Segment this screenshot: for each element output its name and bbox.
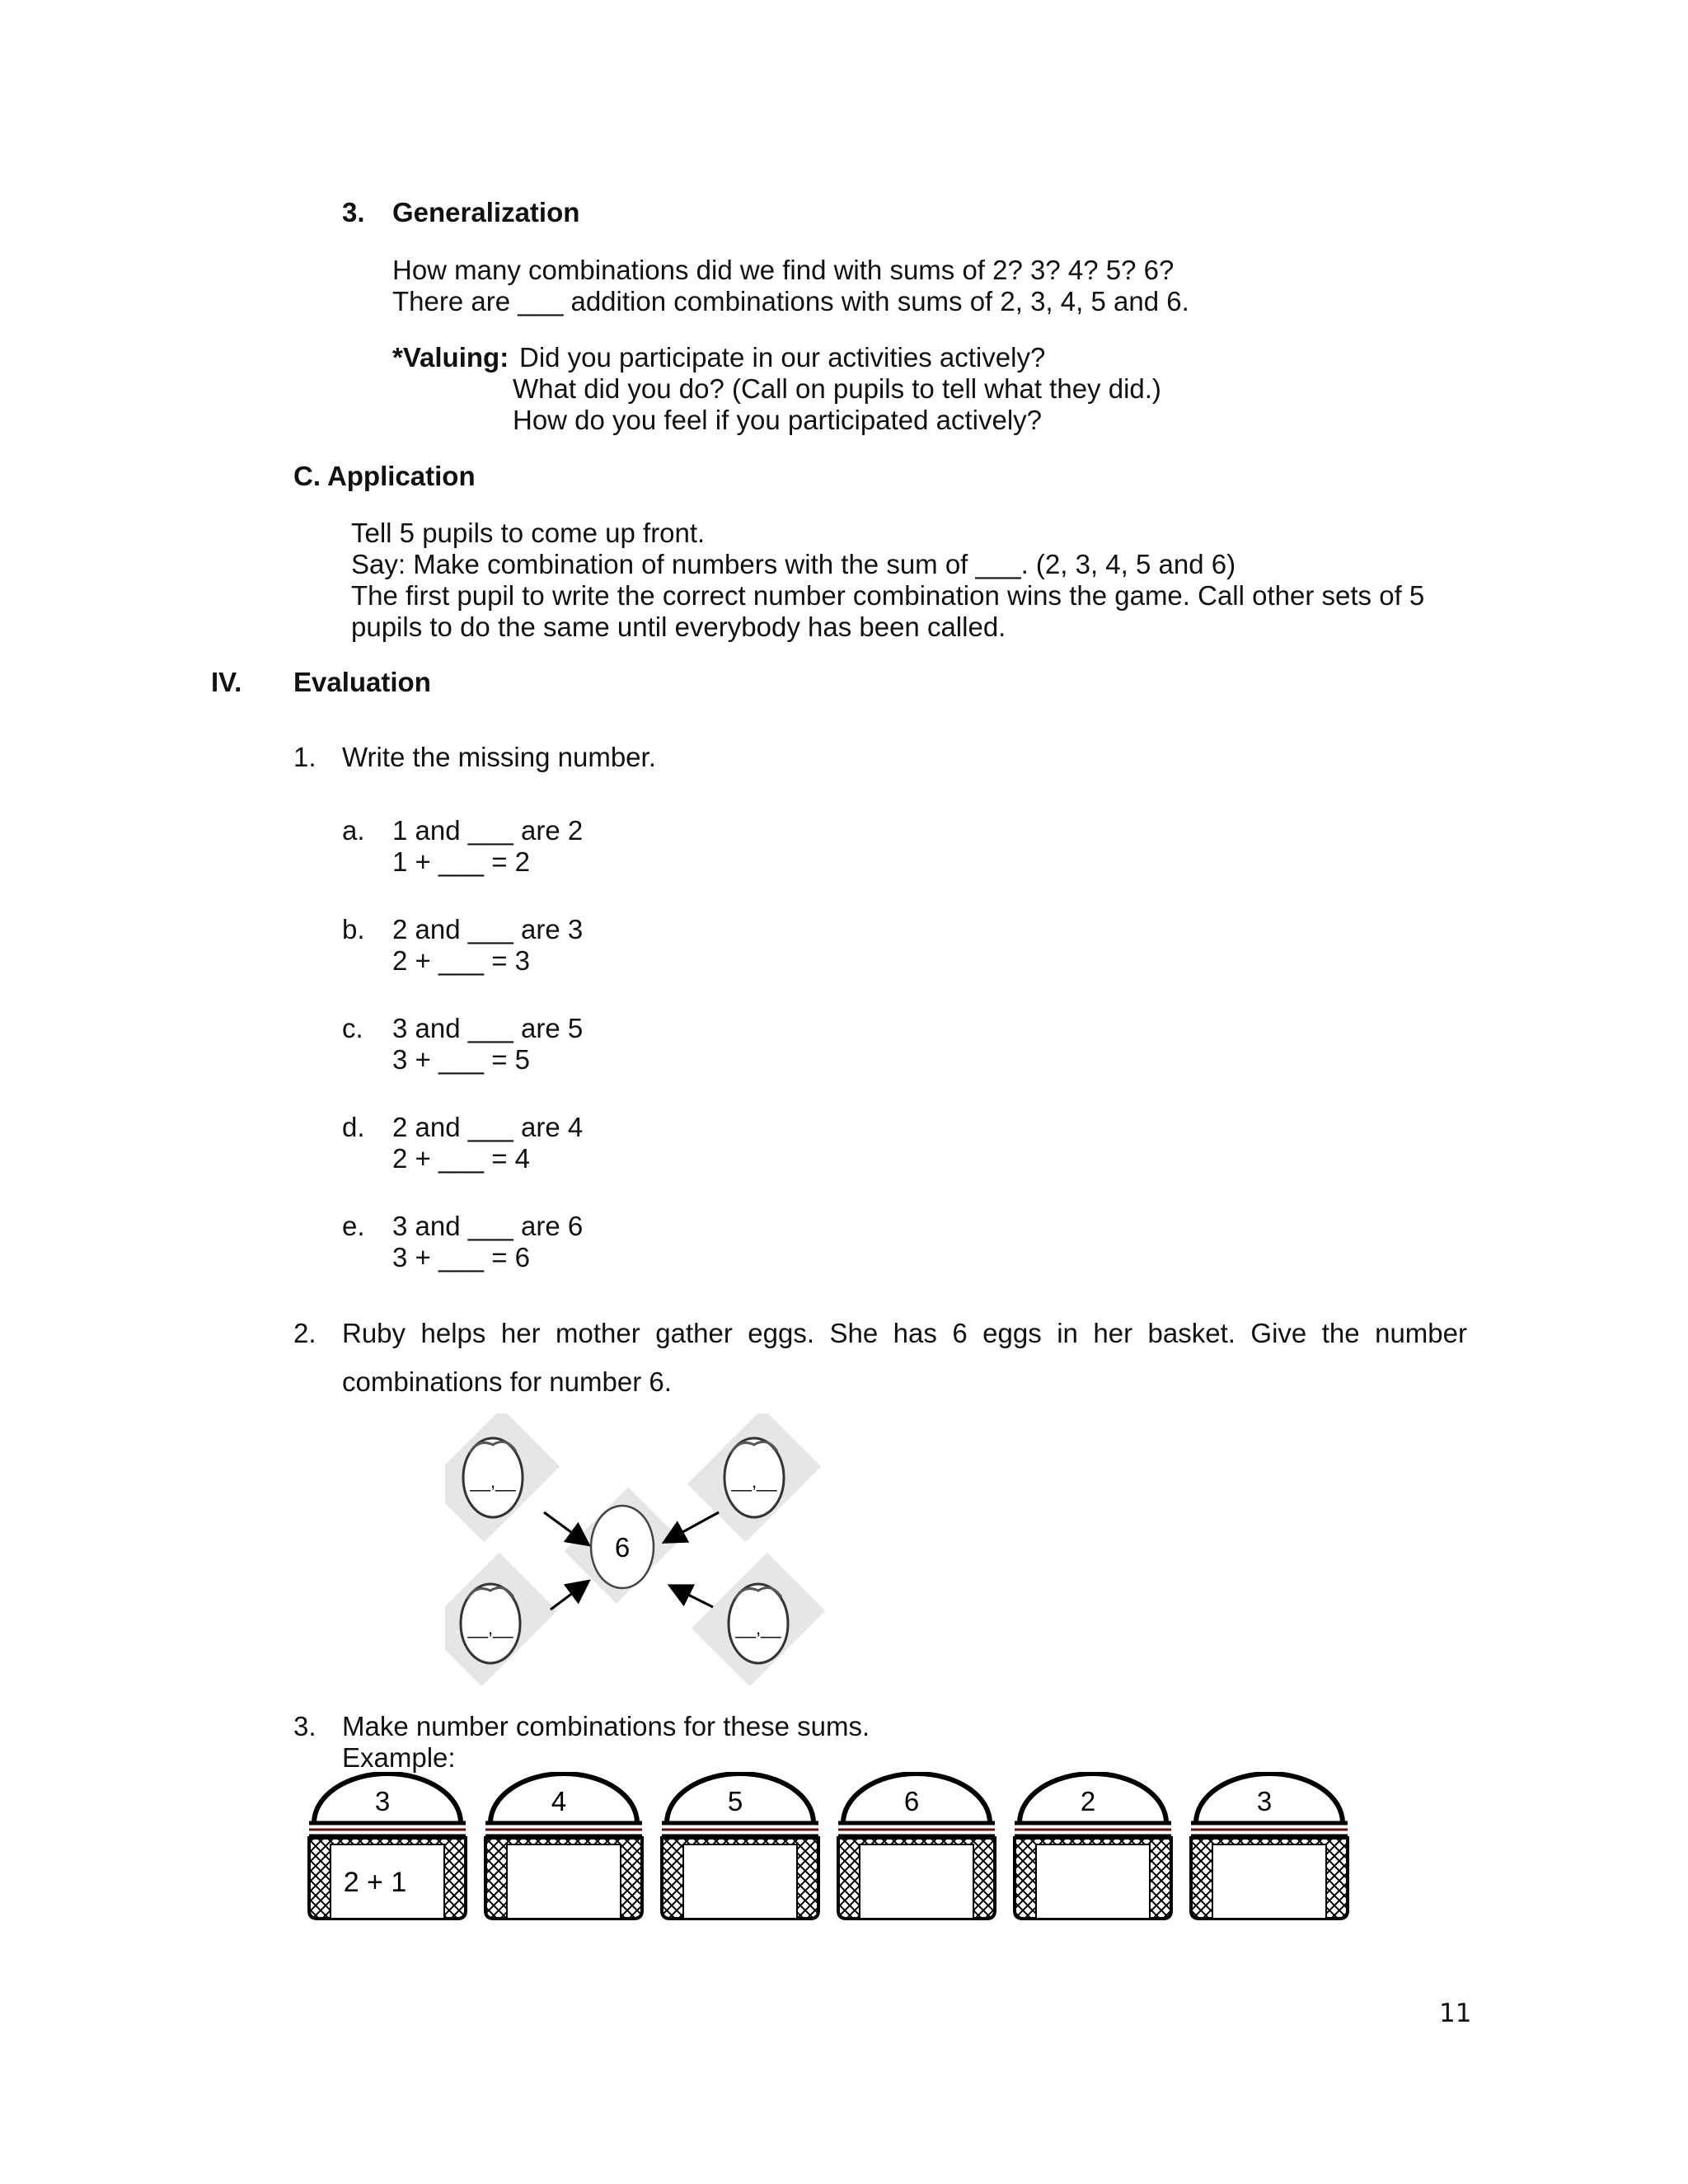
example-label: Example: [342,1742,456,1773]
basket-answer: 2 + 1 [343,1867,407,1898]
basket-sum: 6 [903,1786,920,1816]
basket-sum: 2 [1080,1786,1096,1816]
basket-sum: 5 [727,1786,743,1816]
generalization-number: 3. [342,197,365,227]
generalization-heading: Generalization [392,197,580,227]
application-line-1: Tell 5 pupils to come up front. [351,518,706,548]
item-sentence: 2 and ___ are 3 [392,914,584,944]
basket-row [301,1772,1381,1929]
item-equation: 3 + ___ = 5 [392,1044,530,1075]
application-heading: C. Application [293,461,476,491]
egg-blank: __,__ [731,1471,777,1492]
basket-sum: 3 [1256,1786,1273,1816]
basket-icon [1015,1774,1171,1919]
egg-blank: __,__ [735,1618,781,1638]
basket-icon [1191,1774,1348,1919]
egg-icon [692,1553,826,1685]
item-letter: b. [342,914,365,944]
item-equation: 1 + ___ = 2 [392,846,530,877]
answer-box [507,1844,621,1919]
application-line-3: The first pupil to write the correct number combination wins the game. Call other sets of 5 [351,580,1425,611]
item-letter: d. [342,1112,365,1142]
valuing-question-3: How do you feel if you participated actively? [513,405,1043,435]
item-equation: 2 + ___ = 3 [392,945,530,976]
basket-sum: 3 [374,1786,391,1816]
arrow-icon [544,1512,587,1544]
center-egg-number: 6 [614,1532,631,1563]
egg-icon [445,1413,560,1542]
question-1-text: Write the missing number. [342,742,656,772]
valuing-label: *Valuing: [392,342,509,373]
item-sentence: 2 and ___ are 4 [392,1112,584,1142]
answer-box [860,1844,973,1919]
arrow-icon [666,1512,719,1541]
question-2-number: 2. [293,1318,316,1348]
question-2-line-1: Ruby helps her mother gather eggs. She has 6 eggs in her basket. Give the number [342,1318,1467,1348]
page-number: 11 [1439,1999,1472,2028]
generalization-line-2: There are ___ addition combinations with sums of 2, 3, 4, 5 and 6. [392,286,1189,316]
basket-icon [309,1774,466,1919]
item-equation: 2 + ___ = 4 [392,1143,530,1174]
item-sentence: 1 and ___ are 2 [392,815,584,846]
question-1-number: 1. [293,742,316,772]
egg-icon [687,1413,822,1542]
item-letter: a. [342,815,365,846]
valuing-question-1: Did you participate in our activities actively? [519,342,1046,373]
basket-icon [838,1774,995,1919]
arrow-icon [672,1586,713,1607]
valuing-question-2: What did you do? (Call on pupils to tell what they did.) [513,373,1161,404]
answer-box [683,1844,797,1919]
item-letter: e. [342,1211,365,1241]
basket-icon [485,1774,642,1919]
application-line-4: pupils to do the same until everybody has been called. [351,612,1006,642]
basket-sum: 4 [551,1786,567,1816]
application-line-2: Say: Make combination of numbers with the sum of ___. (2, 3, 4, 5 and 6) [351,549,1236,579]
evaluation-numeral: IV. [211,667,242,697]
basket-icon [662,1774,818,1919]
question-3-text: Make number combinations for these sums. [342,1711,870,1741]
evaluation-heading: Evaluation [293,667,431,697]
item-sentence: 3 and ___ are 6 [392,1211,584,1241]
item-letter: c. [342,1013,363,1043]
answer-box [1212,1844,1326,1919]
question-2-line-2: combinations for number 6. [342,1366,672,1397]
answer-box [1036,1844,1150,1919]
egg-blank: __,__ [470,1471,516,1492]
arrow-icon [551,1582,587,1610]
egg-icon [445,1553,557,1685]
generalization-line-1: How many combinations did we find with sums of 2? 3? 4? 5? 6? [392,255,1175,285]
egg-combination-diagram [445,1413,841,1685]
item-sentence: 3 and ___ are 5 [392,1013,584,1043]
egg-blank: __,__ [467,1618,513,1638]
question-3-number: 3. [293,1711,316,1741]
item-equation: 3 + ___ = 6 [392,1242,530,1272]
